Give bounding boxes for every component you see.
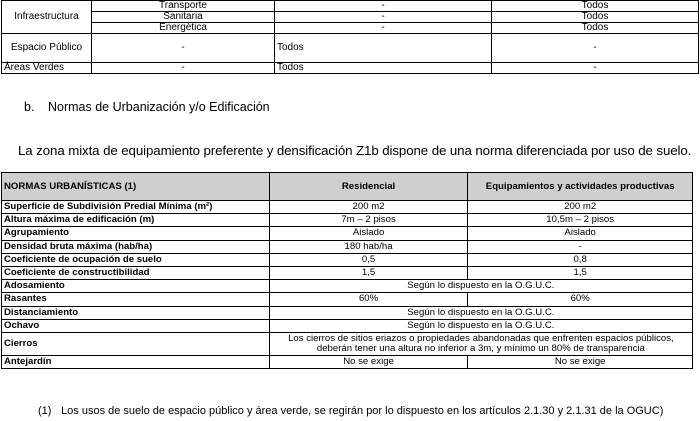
row-label: Superficie de Subdivisión Predial Mínima (m²) bbox=[2, 201, 270, 214]
header-equipamientos: Equipamientos y actividades productivas bbox=[468, 173, 693, 201]
footnote bbox=[38, 405, 663, 417]
header-normas: NORMAS URBANÍSTICAS (1) bbox=[2, 173, 270, 201]
section-number: b. bbox=[24, 100, 35, 114]
table-cell: Sanitaria bbox=[92, 12, 275, 23]
table-cell: 60% bbox=[269, 293, 468, 306]
table-cell: - bbox=[275, 12, 492, 23]
table-cell: Transporte bbox=[92, 1, 275, 12]
table-cell: Aislado bbox=[468, 227, 693, 240]
row-label: Ochavo bbox=[2, 319, 270, 332]
table-row bbox=[2, 266, 693, 279]
table-cell: Aislado bbox=[269, 227, 468, 240]
table-cell: 60% bbox=[468, 293, 693, 306]
footnote-number: (1) bbox=[38, 405, 52, 417]
table-row bbox=[2, 280, 693, 293]
table-row bbox=[2, 293, 693, 306]
table-cell: Áreas Verdes bbox=[2, 63, 92, 74]
table-cell: Según lo dispuesto en la O.G.U.C. bbox=[269, 319, 692, 332]
table-cell: Todos bbox=[492, 23, 699, 34]
row-label: Agrupamiento bbox=[2, 227, 270, 240]
table-cell: - bbox=[92, 63, 275, 74]
section-heading bbox=[24, 100, 270, 114]
row-label: Coeficiente de constructibilidad bbox=[2, 266, 270, 279]
table-row bbox=[2, 355, 693, 368]
table-row bbox=[2, 253, 693, 266]
table-row bbox=[2, 1, 699, 12]
table-cell: No se exige bbox=[269, 355, 468, 368]
norms-table bbox=[1, 172, 693, 369]
table-cell: 0,8 bbox=[468, 253, 693, 266]
table-cell: 0,5 bbox=[269, 253, 468, 266]
description-paragraph: La zona mixta de equipamiento preferente y densificación Z1b dispone de una norma diferenciada por uso de suelo. bbox=[18, 143, 692, 158]
table-row bbox=[2, 63, 699, 74]
table-cell: - bbox=[275, 1, 492, 12]
table-cell: 180 hab/ha bbox=[269, 240, 468, 253]
uses-table bbox=[1, 0, 699, 74]
header-residencial: Residencial bbox=[269, 173, 468, 201]
table-cell: - bbox=[492, 34, 699, 63]
table-cell: Todos bbox=[275, 34, 492, 63]
table-row bbox=[2, 227, 693, 240]
table-cell: Energética bbox=[92, 23, 275, 34]
table-cell: Según lo dispuesto en la O.G.U.C. bbox=[269, 306, 692, 319]
row-label: Adosamiento bbox=[2, 280, 270, 293]
table-row bbox=[2, 34, 699, 63]
table-cell: Todos bbox=[492, 12, 699, 23]
table-cell: Espacio Público bbox=[2, 34, 92, 63]
table-cell: 10,5m – 2 pisos bbox=[468, 214, 693, 227]
table-row bbox=[2, 214, 693, 227]
row-label: Densidad bruta máxima (hab/ha) bbox=[2, 240, 270, 253]
table-row bbox=[2, 319, 693, 332]
table-cell: Según lo dispuesto en la O.G.U.C. bbox=[269, 280, 692, 293]
table-row bbox=[2, 12, 699, 23]
table-cell: Todos bbox=[492, 1, 699, 12]
table-row bbox=[2, 201, 693, 214]
table-cell: 7m – 2 pisos bbox=[269, 214, 468, 227]
table-header-row bbox=[2, 173, 693, 201]
footnote-text: Los usos de suelo de espacio público y área verde, se regirán por lo dispuesto en los artículos 2.1.30 y 2.1.31 de la OGUC) bbox=[61, 405, 664, 417]
row-label: Coeficiente de ocupación de suelo bbox=[2, 253, 270, 266]
table-cell: 1,5 bbox=[269, 266, 468, 279]
section-title: Normas de Urbanización y/o Edificación bbox=[48, 100, 270, 114]
table-cell: No se exige bbox=[468, 355, 693, 368]
table-cell bbox=[269, 332, 692, 355]
table-cell: - bbox=[492, 63, 699, 74]
row-label: Antejardín bbox=[2, 355, 270, 368]
table-cell: 1,5 bbox=[468, 266, 693, 279]
cierres-line-1: Los cierros de sitios eriazos o propiedades abandonadas que enfrenten espacios públicos, bbox=[288, 332, 674, 344]
row-label: Cierros bbox=[2, 332, 270, 355]
infra-label: Infraestructura bbox=[2, 1, 92, 34]
table-row bbox=[2, 23, 699, 34]
table-cell: - bbox=[275, 23, 492, 34]
table-cell: 200 m2 bbox=[269, 201, 468, 214]
row-label: Distanciamiento bbox=[2, 306, 270, 319]
row-label: Rasantes bbox=[2, 293, 270, 306]
table-row bbox=[2, 240, 693, 253]
table-cell: - bbox=[92, 34, 275, 63]
table-cell: - bbox=[468, 240, 693, 253]
table-row bbox=[2, 332, 693, 355]
row-label: Altura máxima de edificación (m) bbox=[2, 214, 270, 227]
table-cell: Todos bbox=[275, 63, 492, 74]
table-row bbox=[2, 306, 693, 319]
table-cell: 200 m2 bbox=[468, 201, 693, 214]
cierres-line-2: deberán tener una altura no inferior a 3m, y mínimo un 80% de transparencia bbox=[316, 342, 645, 354]
